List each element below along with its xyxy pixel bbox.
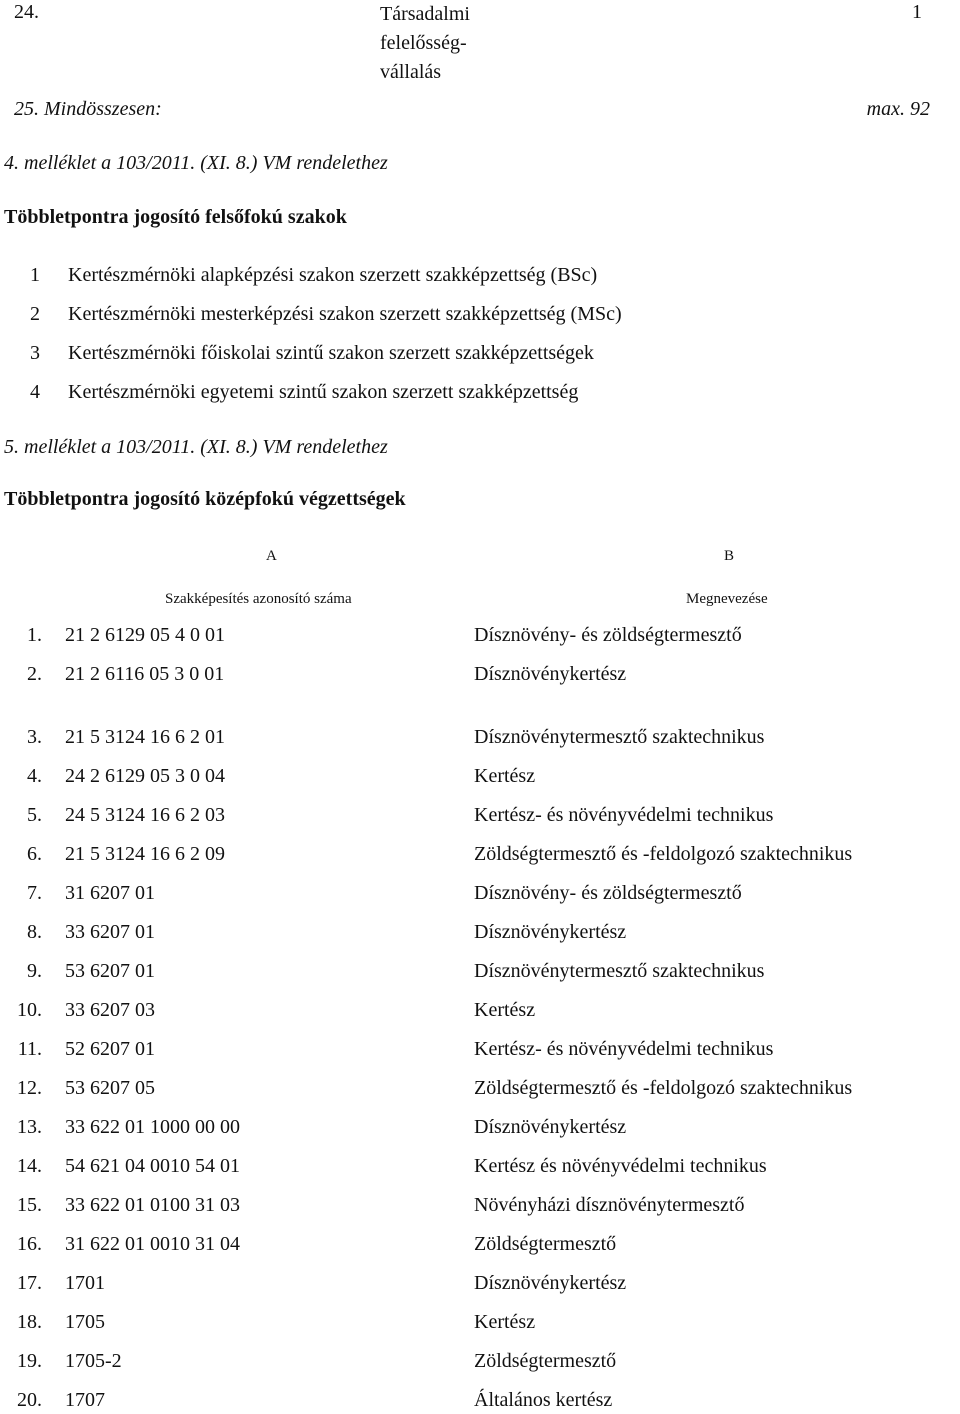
column-b-letter: B [724, 548, 735, 564]
qualification-name: Dísznövény- és zöldségtermesztő [474, 882, 742, 904]
table-row [0, 623, 960, 649]
table-row [0, 1232, 960, 1258]
list-item [30, 263, 597, 287]
qualification-name: Zöldségtermesztő [474, 1350, 617, 1372]
table-row [0, 920, 960, 946]
points-value: 1 [912, 1, 922, 23]
qualification-name: Kertész és növényvédelmi technikus [474, 1155, 767, 1177]
table-row [0, 1193, 960, 1219]
qualification-code: 33 622 01 0100 31 03 [65, 1194, 240, 1216]
table-row [0, 803, 960, 829]
row-number: 8. [27, 921, 42, 943]
qualification-code: 24 5 3124 16 6 2 03 [65, 804, 225, 826]
list-item-number: 4 [30, 381, 40, 403]
list-item-number: 1 [30, 264, 40, 286]
qualification-code: 33 6207 03 [65, 999, 155, 1021]
table-row [0, 764, 960, 790]
qualification-code: 21 5 3124 16 6 2 01 [65, 726, 225, 748]
table-row [0, 1310, 960, 1336]
qualification-name: Dísznövénykertész [474, 921, 627, 943]
row-number: 1. [27, 624, 42, 646]
qualification-name: Dísznövény- és zöldségtermesztő [474, 624, 742, 646]
qualification-code: 31 6207 01 [65, 882, 155, 904]
row-number: 2. [27, 663, 42, 685]
total-row-label: 25. Mindösszesen: [14, 98, 162, 120]
row-number: 18. [17, 1311, 42, 1333]
list-item-number: 3 [30, 342, 40, 364]
row-number: 9. [27, 960, 42, 982]
annex5-reference: 5. melléklet a 103/2011. (XI. 8.) VM rendelethez [4, 436, 388, 458]
list-item-text: Kertészmérnöki főiskolai szintű szakon szerzett szakképzettségek [68, 342, 594, 364]
list-item [30, 341, 594, 365]
qualification-name: Általános kertész [474, 1389, 613, 1411]
qualification-code: 52 6207 01 [65, 1038, 155, 1060]
table-row [0, 959, 960, 985]
list-item-text: Kertészmérnöki mesterképzési szakon szerzett szakképzettség (MSc) [68, 303, 622, 325]
row-number: 13. [17, 1116, 42, 1138]
table-row [0, 1076, 960, 1102]
annex4-reference: 4. melléklet a 103/2011. (XI. 8.) VM rendelethez [4, 152, 388, 174]
criterion-line: vállalás [380, 61, 442, 83]
qualification-name: Kertész- és növényvédelmi technikus [474, 1038, 774, 1060]
list-item [30, 302, 622, 326]
row-number: 19. [17, 1350, 42, 1372]
column-a-header: Szakképesítés azonosító száma [165, 591, 352, 607]
qualification-code: 53 6207 05 [65, 1077, 155, 1099]
table-row [0, 842, 960, 868]
criterion-line: felelősség- [380, 32, 467, 54]
qualification-name: Növényházi dísznövénytermesztő [474, 1194, 745, 1216]
annex4-title: Többletpontra jogosító felsőfokú szakok [4, 206, 347, 228]
qualification-name: Dísznövénykertész [474, 1272, 627, 1294]
row-number: 20. [17, 1389, 42, 1411]
annex5-title: Többletpontra jogosító középfokú végzettségek [4, 488, 406, 510]
row-number: 6. [27, 843, 42, 865]
qualification-name: Kertész [474, 1311, 536, 1333]
table-row [0, 1154, 960, 1180]
qualification-name: Dísznövénytermesztő szaktechnikus [474, 960, 765, 982]
qualification-name: Kertész [474, 999, 536, 1021]
list-item-text: Kertészmérnöki alapképzési szakon szerzett szakképzettség (BSc) [68, 264, 598, 286]
qualification-code: 1701 [65, 1272, 105, 1294]
qualification-name: Kertész [474, 765, 536, 787]
table-row [0, 725, 960, 751]
row-number: 4. [27, 765, 42, 787]
qualification-code: 1705 [65, 1311, 105, 1333]
qualification-name: Zöldségtermesztő [474, 1233, 617, 1255]
qualification-code: 21 2 6129 05 4 0 01 [65, 624, 225, 646]
row-number: 14. [17, 1155, 42, 1177]
qualification-code: 33 6207 01 [65, 921, 155, 943]
qualification-code: 1707 [65, 1389, 105, 1411]
table-row [0, 662, 960, 688]
qualification-name: Kertész- és növényvédelmi technikus [474, 804, 774, 826]
qualification-code: 21 5 3124 16 6 2 09 [65, 843, 225, 865]
list-item-text: Kertészmérnöki egyetemi szintű szakon szerzett szakképzettség [68, 381, 579, 403]
table-row [0, 1349, 960, 1375]
row-number: 7. [27, 882, 42, 904]
column-a-letter: A [266, 548, 277, 564]
row-number: 10. [17, 999, 42, 1021]
qualification-name: Zöldségtermesztő és -feldolgozó szaktechnikus [474, 843, 853, 865]
qualification-name: Zöldségtermesztő és -feldolgozó szaktechnikus [474, 1077, 853, 1099]
qualification-code: 33 622 01 1000 00 00 [65, 1116, 240, 1138]
qualification-code: 24 2 6129 05 3 0 04 [65, 765, 225, 787]
criterion-cell [380, 0, 520, 87]
table-row [0, 1115, 960, 1141]
qualification-code: 54 621 04 0010 54 01 [65, 1155, 240, 1177]
qualification-name: Dísznövénykertész [474, 663, 627, 685]
qualification-code: 31 622 01 0010 31 04 [65, 1233, 240, 1255]
table-row [0, 998, 960, 1024]
qualification-name: Dísznövénykertész [474, 1116, 627, 1138]
table-row [0, 1037, 960, 1063]
row-number: 12. [17, 1077, 42, 1099]
row-number: 15. [17, 1194, 42, 1216]
table-row [0, 1271, 960, 1297]
qualification-code: 1705-2 [65, 1350, 122, 1372]
qualification-code: 53 6207 01 [65, 960, 155, 982]
row-number: 16. [17, 1233, 42, 1255]
total-row-value: max. 92 [866, 98, 930, 120]
row-number-24: 24. [14, 1, 39, 23]
row-number: 5. [27, 804, 42, 826]
row-number: 17. [17, 1272, 42, 1294]
column-b-header: Megnevezése [686, 591, 768, 607]
criterion-line: Társadalmi [380, 3, 470, 25]
row-number: 3. [27, 726, 42, 748]
qualification-name: Dísznövénytermesztő szaktechnikus [474, 726, 765, 748]
list-item-number: 2 [30, 303, 40, 325]
list-item [30, 380, 578, 404]
qualification-code: 21 2 6116 05 3 0 01 [65, 663, 225, 685]
row-number: 11. [17, 1038, 42, 1060]
table-row [0, 1388, 960, 1414]
table-row [0, 881, 960, 907]
